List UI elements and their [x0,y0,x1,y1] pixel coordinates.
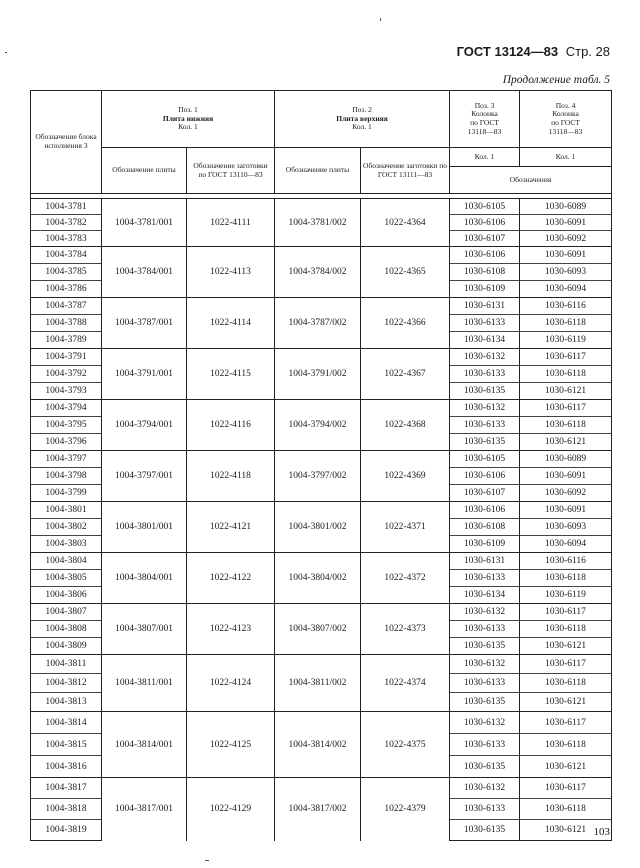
lower-blank-cell: 1022-4118 [187,451,275,502]
block-designation-cell: 1004-3801 [31,502,102,519]
table-row [31,349,612,366]
block-designation-cell: 1004-3812 [31,674,102,693]
column4-cell: 1030-6117 [520,349,612,366]
column4-cell: 1030-6093 [520,264,612,281]
lower-blank-cell: 1022-4121 [187,502,275,553]
lower-plate-cell: 1004-3791/001 [102,349,187,400]
column4-cell: 1030-6121 [520,693,612,712]
block-designation-cell: 1004-3781 [31,199,102,215]
pos2-name: Плита верхняя [336,113,388,123]
column4-cell: 1030-6093 [520,519,612,536]
header-pos1 [102,91,275,148]
column3-cell: 1030-6133 [450,417,520,434]
block-designation-cell: 1004-3817 [31,778,102,799]
lower-plate-cell: 1004-3814/001 [102,712,187,778]
header-upper-blank: Обозначение заготовки по ГОСТ 13111—83 [361,148,450,194]
column3-cell: 1030-6135 [450,756,520,778]
column3-cell: 1030-6108 [450,264,520,281]
table-row [31,400,612,417]
lower-plate-cell: 1004-3811/001 [102,655,187,712]
table-row [31,298,612,315]
column4-cell: 1030-6116 [520,298,612,315]
upper-blank-cell: 1022-4364 [361,199,450,247]
lower-plate-cell: 1004-3817/001 [102,778,187,841]
header-lower-plate: Обозначение плиты [102,148,187,194]
column3-cell: 1030-6134 [450,332,520,349]
lower-plate-cell: 1004-3797/001 [102,451,187,502]
upper-blank-cell: 1022-4366 [361,298,450,349]
column3-cell: 1030-6131 [450,553,520,570]
column4-cell: 1030-6119 [520,587,612,604]
block-designation-cell: 1004-3784 [31,247,102,264]
table-row [31,247,612,264]
upper-plate-cell: 1004-3794/002 [275,400,361,451]
column4-cell: 1030-6118 [520,315,612,332]
lower-blank-cell: 1022-4114 [187,298,275,349]
column4-cell: 1030-6091 [520,215,612,231]
column3-cell: 1030-6132 [450,604,520,621]
block-designation-cell: 1004-3815 [31,734,102,756]
column4-cell: 1030-6121 [520,434,612,451]
header-pos2 [275,91,450,148]
block-designation-cell: 1004-3792 [31,366,102,383]
lower-plate-cell: 1004-3807/001 [102,604,187,655]
column4-cell: 1030-6094 [520,536,612,553]
lower-blank-cell: 1022-4124 [187,655,275,712]
block-designation-cell: 1004-3799 [31,485,102,502]
column4-cell: 1030-6117 [520,604,612,621]
upper-blank-cell: 1022-4371 [361,502,450,553]
standard-code: ГОСТ 13124—83 [456,44,559,59]
block-designation-cell: 1004-3794 [31,400,102,417]
header-block-designation: Обозначение блока исполнения 3 [31,91,102,194]
page-number: 103 [593,826,610,838]
pos2-title: Поз. 2 [352,105,372,115]
upper-plate-cell: 1004-3797/002 [275,451,361,502]
column4-cell: 1030-6117 [520,712,612,734]
column3-cell: 1030-6107 [450,231,520,247]
table-row [31,451,612,468]
table-row [31,712,612,734]
block-designation-cell: 1004-3813 [31,693,102,712]
lower-blank-cell: 1022-4125 [187,712,275,778]
upper-blank-cell: 1022-4365 [361,247,450,298]
column3-cell: 1030-6135 [450,383,520,400]
upper-blank-cell: 1022-4373 [361,604,450,655]
block-designation-cell: 1004-3791 [31,349,102,366]
scan-speck [205,860,209,861]
pos2-kol: Кол. 1 [352,122,372,132]
column4-cell: 1030-6089 [520,451,612,468]
upper-plate-cell: 1004-3804/002 [275,553,361,604]
column3-cell: 1030-6133 [450,674,520,693]
block-designation-cell: 1004-3806 [31,587,102,604]
upper-plate-cell: 1004-3811/002 [275,655,361,712]
block-designation-cell: 1004-3786 [31,281,102,298]
upper-plate-cell: 1004-3817/002 [275,778,361,841]
block-designation-cell: 1004-3793 [31,383,102,400]
column4-cell: 1030-6091 [520,502,612,519]
lower-plate-cell: 1004-3784/001 [102,247,187,298]
block-designation-cell: 1004-3789 [31,332,102,349]
column3-cell: 1030-6133 [450,621,520,638]
pos1-kol: Кол. 1 [178,122,198,132]
upper-blank-cell: 1022-4379 [361,778,450,841]
upper-plate-cell: 1004-3781/002 [275,199,361,247]
column4-cell: 1030-6092 [520,231,612,247]
header-pos3 [450,91,520,148]
column3-cell: 1030-6106 [450,215,520,231]
upper-blank-cell: 1022-4369 [361,451,450,502]
upper-blank-cell: 1022-4372 [361,553,450,604]
block-designation-cell: 1004-3805 [31,570,102,587]
block-designation-cell: 1004-3802 [31,519,102,536]
column3-cell: 1030-6105 [450,199,520,215]
lower-plate-cell: 1004-3781/001 [102,199,187,247]
column3-cell: 1030-6135 [450,693,520,712]
header-pos4 [520,91,612,148]
column3-cell: 1030-6132 [450,778,520,799]
column4-cell: 1030-6118 [520,417,612,434]
table-row [31,655,612,674]
column3-cell: 1030-6108 [450,519,520,536]
column4-cell: 1030-6118 [520,734,612,756]
column4-cell: 1030-6117 [520,400,612,417]
block-designation-cell: 1004-3804 [31,553,102,570]
block-designation-cell: 1004-3785 [31,264,102,281]
pos1-title: Поз. 1 [178,105,198,115]
block-designation-cell: 1004-3808 [31,621,102,638]
scan-speck [5,52,7,53]
column3-cell: 1030-6106 [450,468,520,485]
block-designation-cell: 1004-3788 [31,315,102,332]
column3-cell: 1030-6135 [450,820,520,841]
column3-cell: 1030-6107 [450,485,520,502]
column3-cell: 1030-6132 [450,712,520,734]
column4-cell: 1030-6091 [520,468,612,485]
column3-cell: 1030-6135 [450,638,520,655]
lower-blank-cell: 1022-4111 [187,199,275,247]
block-designation-cell: 1004-3787 [31,298,102,315]
column3-cell: 1030-6106 [450,502,520,519]
lower-blank-cell: 1022-4129 [187,778,275,841]
column3-cell: 1030-6134 [450,587,520,604]
pos3-kol: Кол. 1 [450,148,520,167]
block-designation-cell: 1004-3818 [31,799,102,820]
lower-plate-cell: 1004-3801/001 [102,502,187,553]
pos3-std1: по ГОСТ [470,118,499,127]
header-designations: Обозначения [450,167,612,194]
column4-cell: 1030-6117 [520,655,612,674]
column4-cell: 1030-6094 [520,281,612,298]
block-designation-cell: 1004-3803 [31,536,102,553]
upper-plate-cell: 1004-3784/002 [275,247,361,298]
block-designation-cell: 1004-3783 [31,231,102,247]
upper-blank-cell: 1022-4375 [361,712,450,778]
upper-plate-cell: 1004-3801/002 [275,502,361,553]
column4-cell: 1030-6092 [520,485,612,502]
components-table [30,90,612,841]
pos4-std2: 13118—83 [548,126,583,136]
block-designation-cell: 1004-3819 [31,820,102,841]
column3-cell: 1030-6132 [450,655,520,674]
column4-cell: 1030-6089 [520,199,612,215]
block-designation-cell: 1004-3798 [31,468,102,485]
pos3-name: Колонка [471,109,498,119]
upper-plate-cell: 1004-3814/002 [275,712,361,778]
pos4-name: Колонка [552,109,579,119]
column3-cell: 1030-6132 [450,400,520,417]
column3-cell: 1030-6133 [450,366,520,383]
column4-cell: 1030-6091 [520,247,612,264]
column3-cell: 1030-6105 [450,451,520,468]
column3-cell: 1030-6106 [450,247,520,264]
column3-cell: 1030-6131 [450,298,520,315]
upper-blank-cell: 1022-4374 [361,655,450,712]
column4-cell: 1030-6118 [520,570,612,587]
table-body [31,194,612,841]
column4-cell: 1030-6116 [520,553,612,570]
column3-cell: 1030-6135 [450,434,520,451]
lower-blank-cell: 1022-4123 [187,604,275,655]
pos3-std2: 13118—83 [467,126,502,136]
lower-blank-cell: 1022-4122 [187,553,275,604]
column3-cell: 1030-6109 [450,536,520,553]
column3-cell: 1030-6109 [450,281,520,298]
pos4-title: Поз. 4 [555,100,576,110]
column3-cell: 1030-6133 [450,799,520,820]
column3-cell: 1030-6133 [450,315,520,332]
column4-cell: 1030-6118 [520,674,612,693]
lower-plate-cell: 1004-3794/001 [102,400,187,451]
scan-speck [380,18,381,21]
column4-cell: 1030-6118 [520,799,612,820]
table-row [31,604,612,621]
lower-plate-cell: 1004-3804/001 [102,553,187,604]
block-designation-cell: 1004-3796 [31,434,102,451]
column4-cell: 1030-6118 [520,366,612,383]
upper-blank-cell: 1022-4367 [361,349,450,400]
lower-plate-cell: 1004-3787/001 [102,298,187,349]
column4-cell: 1030-6119 [520,332,612,349]
column3-cell: 1030-6132 [450,349,520,366]
block-designation-cell: 1004-3797 [31,451,102,468]
table-continuation-caption: Продолжение табл. 5 [502,74,610,86]
column4-cell: 1030-6117 [520,778,612,799]
page-label: Стр. 28 [565,44,610,59]
block-designation-cell: 1004-3811 [31,655,102,674]
lower-blank-cell: 1022-4115 [187,349,275,400]
lower-blank-cell: 1022-4113 [187,247,275,298]
column3-cell: 1030-6133 [450,734,520,756]
upper-plate-cell: 1004-3787/002 [275,298,361,349]
block-designation-cell: 1004-3809 [31,638,102,655]
header-upper-plate: Обозначение плиты [275,148,361,194]
block-designation-cell: 1004-3782 [31,215,102,231]
column4-cell: 1030-6118 [520,621,612,638]
block-designation-cell: 1004-3816 [31,756,102,778]
column4-cell: 1030-6121 [520,383,612,400]
pos1-name: Плита нижняя [162,113,214,123]
column3-cell: 1030-6133 [450,570,520,587]
column4-cell: 1030-6121 [520,638,612,655]
column4-cell: 1030-6121 [520,756,612,778]
lower-blank-cell: 1022-4116 [187,400,275,451]
upper-blank-cell: 1022-4368 [361,400,450,451]
upper-plate-cell: 1004-3791/002 [275,349,361,400]
block-designation-cell: 1004-3795 [31,417,102,434]
pos4-kol: Кол. 1 [520,148,612,167]
table-row [31,502,612,519]
table-row [31,199,612,215]
block-designation-cell: 1004-3807 [31,604,102,621]
pos3-title: Поз. 3 [474,100,495,110]
table-row [31,778,612,799]
block-designation-cell: 1004-3814 [31,712,102,734]
upper-plate-cell: 1004-3807/002 [275,604,361,655]
document-header [440,44,610,59]
header-lower-blank: Обозначение заготовки по ГОСТ 13110—83 [187,148,275,194]
pos4-std1: по ГОСТ [551,118,580,127]
column4-cell: 1030-6121 [520,820,612,841]
table-row [31,553,612,570]
